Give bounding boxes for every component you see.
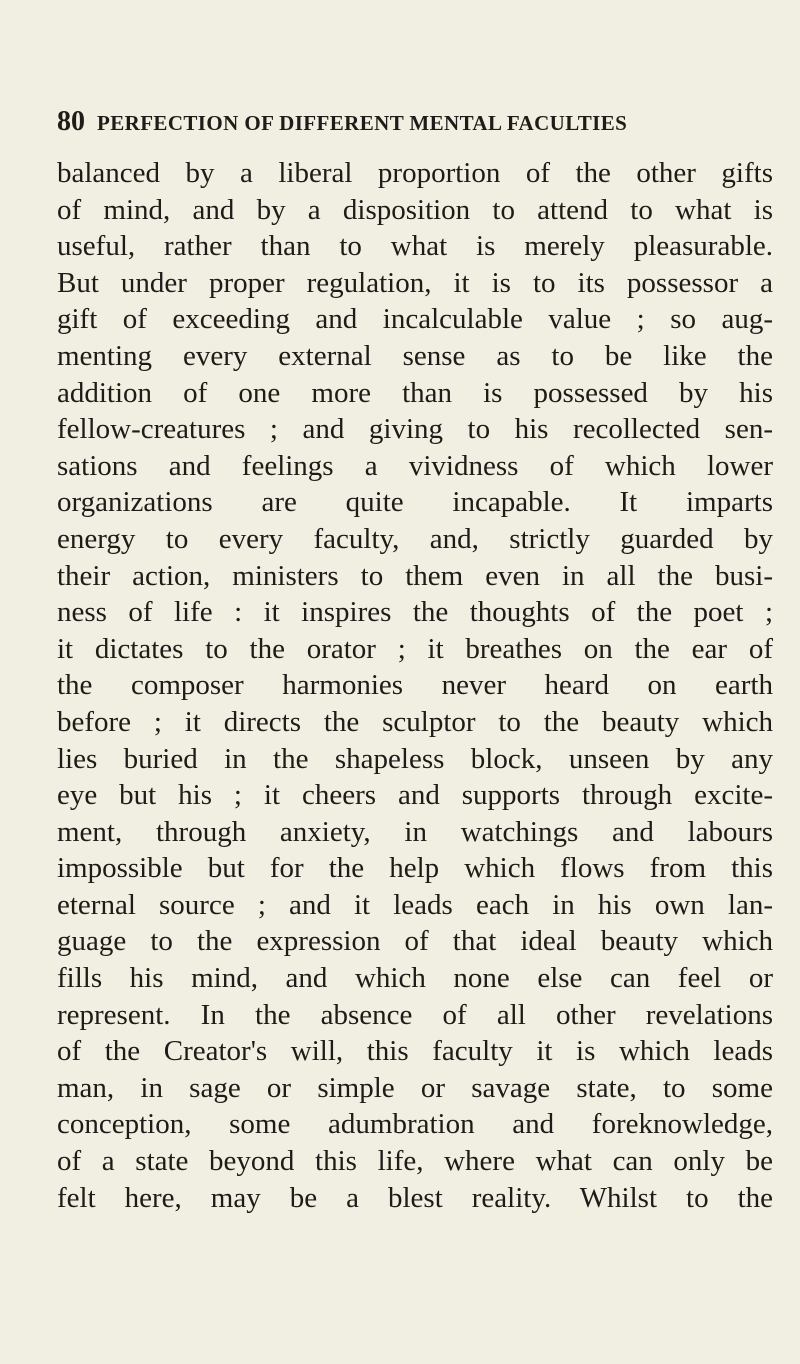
text-line: But under proper regulation, it is to its possessor a <box>57 266 773 299</box>
text-line: of a state beyond this life, where what can only be <box>57 1145 773 1178</box>
text-line: guage to the expression of that ideal beauty which <box>57 925 773 958</box>
running-title: PERFECTION OF DIFFERENT MENTAL FACULTIES <box>97 111 628 135</box>
text-line: fellow-creatures ; and giving to his recollected sen- <box>57 413 773 446</box>
text-line: their action, ministers to them even in all the busi- <box>57 559 773 592</box>
text-line: ment, through anxiety, in watchings and labours <box>57 815 773 848</box>
running-head <box>57 102 757 142</box>
text-line: gift of exceeding and incalculable value ; so aug- <box>57 303 773 336</box>
text-line: impossible but for the help which flows from this <box>57 852 773 885</box>
text-line: conception, some adumbration and foreknowledge, <box>57 1108 773 1141</box>
text-line: fills his mind, and which none else can feel or <box>57 962 773 995</box>
text-line: of mind, and by a disposition to attend to what is <box>57 193 773 226</box>
text-line: sations and feelings a vividness of which lower <box>57 449 773 482</box>
page-number: 80 <box>57 106 85 137</box>
text-line: balanced by a liberal proportion of the other gifts <box>57 157 773 189</box>
text-line: organizations are quite incapable. It imparts <box>57 486 773 519</box>
text-line: the composer harmonies never heard on earth <box>57 669 773 702</box>
text-line: before ; it directs the sculptor to the beauty which <box>57 705 773 738</box>
text-line: menting every external sense as to be like the <box>57 339 773 372</box>
text-line: addition of one more than is possessed by his <box>57 376 773 409</box>
text-line: ness of life : it inspires the thoughts of the poet ; <box>57 596 773 629</box>
text-line: felt here, may be a blest reality. Whilst to the <box>57 1181 773 1214</box>
text-line: eye but his ; it cheers and supports through excite- <box>57 779 773 812</box>
body-text <box>57 155 773 1216</box>
text-line: eternal source ; and it leads each in his own lan- <box>57 888 773 921</box>
text-line: lies buried in the shapeless block, unseen by any <box>57 742 773 775</box>
text-line: man, in sage or simple or savage state, to some <box>57 1071 773 1104</box>
text-line: it dictates to the orator ; it breathes on the ear of <box>57 632 773 665</box>
text-line: of the Creator's will, this faculty it is which leads <box>57 1035 773 1068</box>
text-line: represent. In the absence of all other revelations <box>57 998 773 1031</box>
text-line: energy to every faculty, and, strictly guarded by <box>57 522 773 555</box>
text-line: useful, rather than to what is merely pleasurable. <box>57 230 773 263</box>
